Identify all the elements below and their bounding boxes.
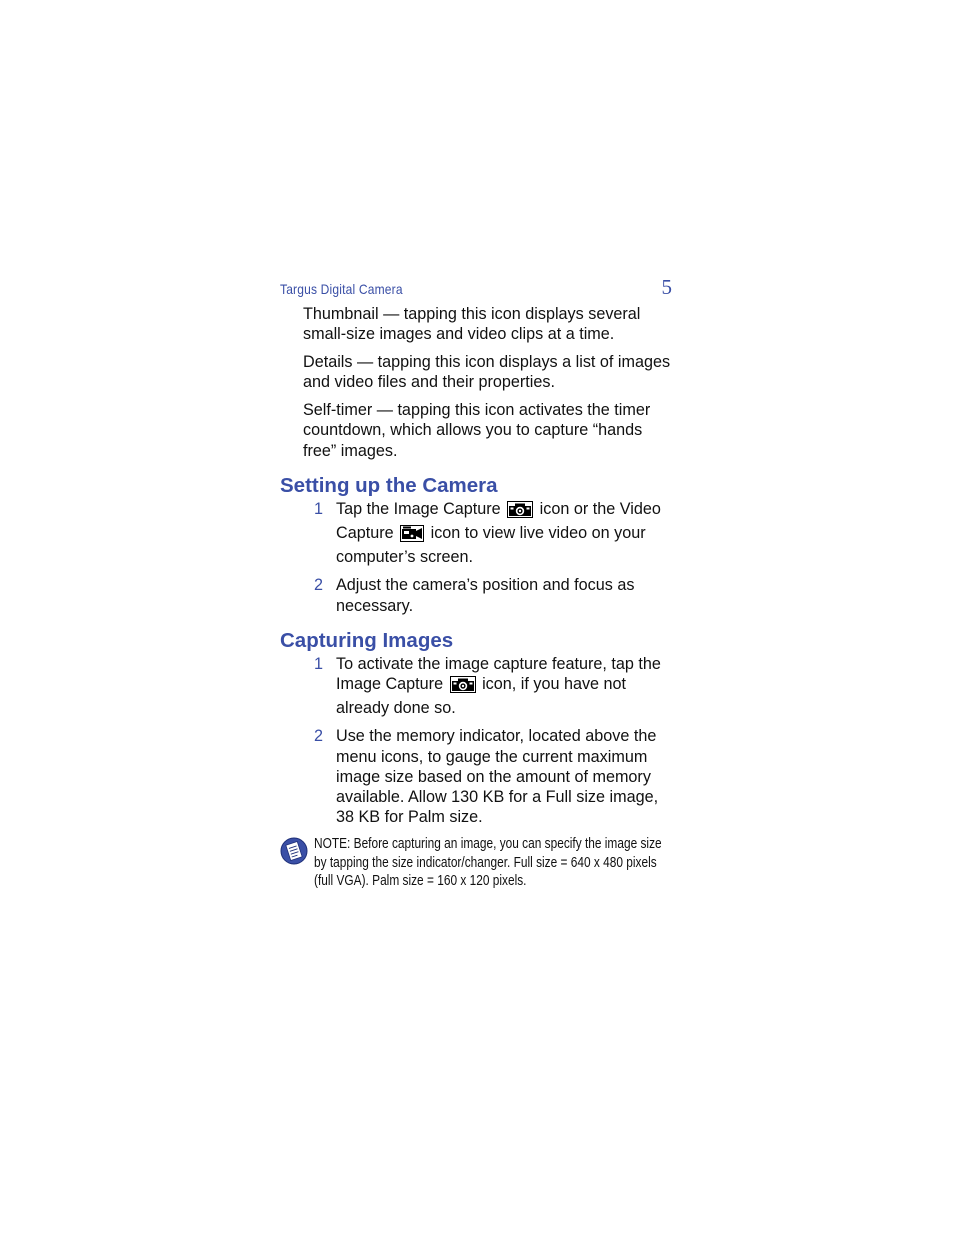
manual-page xyxy=(280,276,674,895)
step-number: 2 xyxy=(314,727,324,746)
step-text xyxy=(336,499,676,568)
step-number: 1 xyxy=(314,499,324,518)
camera-icon xyxy=(507,501,533,523)
step-text-part: icon or the Video Capture xyxy=(336,499,661,543)
step-text-part: To activate the image capture feature, tap the Image Capture xyxy=(336,654,661,694)
section-heading-capturing: Capturing Images xyxy=(280,628,454,652)
video-camera-icon xyxy=(400,525,424,547)
definition-thumbnail: Thumbnail — tapping this icon displays several small-size images and video clips at a time. xyxy=(303,305,641,344)
note-text: NOTE: Before capturing an image, you can specify the image size by tapping the size indicator/changer. Full size = 640 x 480 pixels (full VGA). Palm size = 160 x 120 pixels. xyxy=(314,836,662,890)
step-text xyxy=(336,654,676,719)
header-title: Targus Digital Camera xyxy=(280,281,403,297)
running-header xyxy=(280,276,674,302)
list-item xyxy=(280,575,674,616)
setup-steps xyxy=(280,499,674,616)
step-text-part: Tap the Image Capture xyxy=(336,499,501,518)
list-item xyxy=(280,499,674,568)
definition-self-timer: Self-timer — tapping this icon activates the timer countdown, which allows you to capture “hands free” images. xyxy=(303,400,651,460)
step-text: Adjust the camera’s position and focus as necessary. xyxy=(336,576,635,615)
step-text: Use the memory indicator, located above the menu icons, to gauge the current maximum image size based on the amount of memory available. Allow 130 KB for a Full size image, 38 KB for Palm size. xyxy=(336,727,659,827)
step-text-part: icon to view live video on your computer’s screen. xyxy=(336,524,646,567)
definition-details: Details — tapping this icon displays a list of images and video files and their properties. xyxy=(303,352,671,392)
capture-steps xyxy=(280,654,674,828)
note-icon xyxy=(280,837,308,870)
step-number: 2 xyxy=(314,576,324,595)
section-heading-setup: Setting up the Camera xyxy=(280,473,498,497)
page-number: 5 xyxy=(661,275,672,299)
camera-icon xyxy=(450,676,476,698)
note-callout xyxy=(280,835,674,895)
list-item xyxy=(280,654,674,719)
step-text-part: icon, if you have not already done so. xyxy=(336,675,627,718)
list-item xyxy=(280,726,674,827)
step-number: 1 xyxy=(314,654,324,673)
